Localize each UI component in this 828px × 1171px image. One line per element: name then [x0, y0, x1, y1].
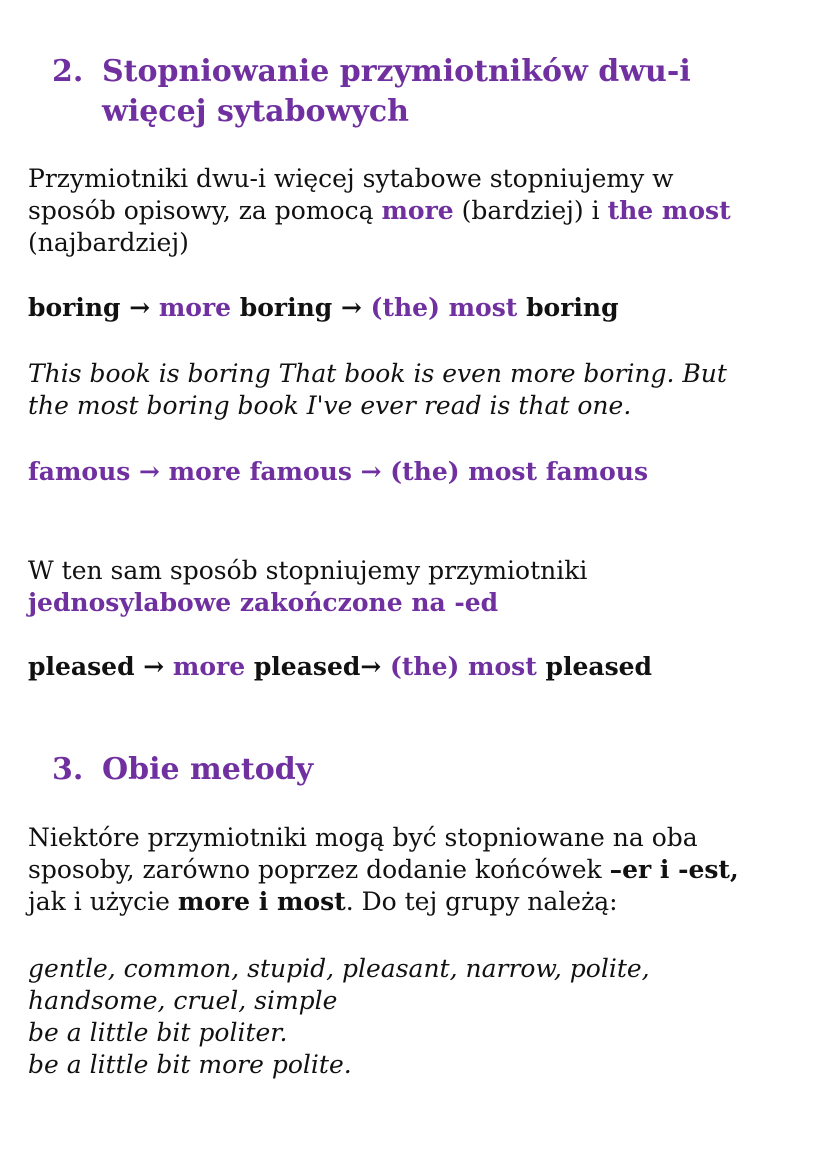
keyword-the-most: the most — [607, 196, 731, 225]
section-3-number: 3. — [52, 752, 84, 787]
example-sentence: This book is boring That book is even more boring. But the most boring book I've ever read is that one. — [28, 359, 727, 420]
section-3-title: Obie metody — [102, 752, 314, 787]
section-3-heading — [52, 750, 313, 790]
section-2-title-line-1: Stopniowanie przymiotników dwu-i — [102, 54, 691, 89]
keyword-more-most: more i most — [177, 887, 346, 916]
example-famous: famous → more famous → (the) most famous — [28, 457, 649, 486]
keyword-er-est: –er i -est, — [609, 855, 739, 884]
section-2-number: 2. — [52, 54, 84, 89]
section-2-intro: Przymiotniki dwu-i więcej sytabowe stopniujemy w sposób opisowy, za pomocą more (bardziej) i the most (najbardziej) — [28, 164, 731, 257]
keyword-more: more — [381, 196, 454, 225]
section-3-examples: gentle, common, stupid, pleasant, narrow, polite, handsome, cruel, simple be a little bit politer. be a little bit more polite. — [28, 954, 650, 1079]
example-pleased: pleased → more pleased→ (the) most pleased — [28, 652, 653, 681]
section-2-note: W ten sam sposób stopniujemy przymiotniki jednosylabowe zakończone na -ed — [28, 555, 818, 619]
section-3-intro: Niektóre przymiotniki mogą być stopniowane na oba sposoby, zarówno poprzez dodanie końcówek –er i -est, jak i użycie more i most. Do tej grupy należą: — [28, 823, 739, 916]
section-2-heading — [52, 52, 691, 132]
example-boring: boring → more boring → (the) most boring — [28, 293, 619, 322]
section-2-title-line-2: więcej sytabowych — [102, 94, 409, 129]
note-highlight: jednosylabowe zakończone na -ed — [28, 588, 499, 617]
